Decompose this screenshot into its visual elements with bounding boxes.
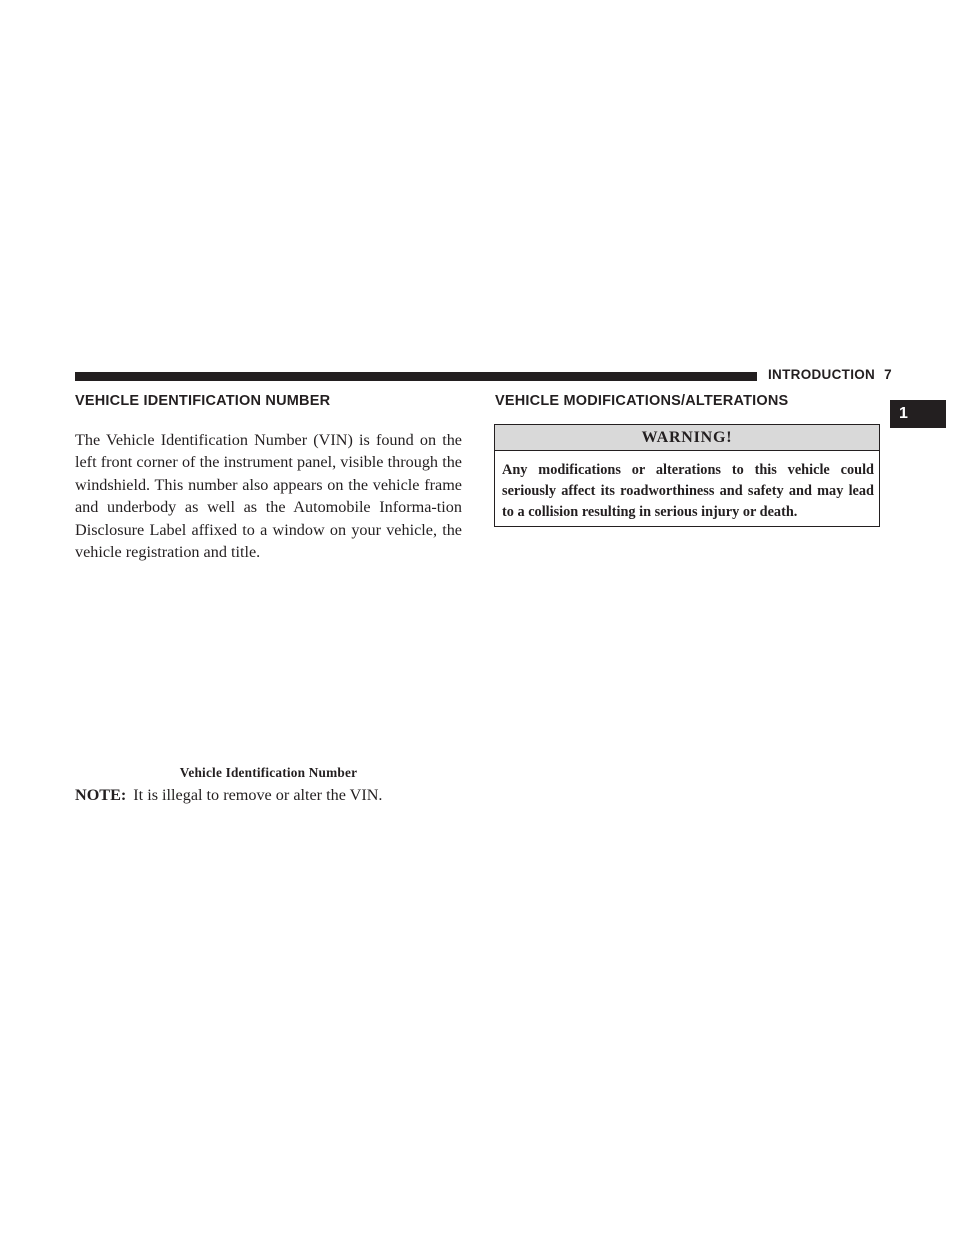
note-text: It is illegal to remove or alter the VIN. <box>133 786 383 804</box>
note-label: NOTE: <box>75 786 127 804</box>
vin-note <box>75 786 382 805</box>
modifications-heading: VEHICLE MODIFICATIONS/ALTERATIONS <box>495 393 789 409</box>
figure-caption: Vehicle Identification Number <box>179 765 358 780</box>
warning-text: Any modifications or alterations to this vehicle could seriously affect its roadworthiness and safety and may lead to a collision resulting in serious injury or death. <box>502 462 874 520</box>
warning-box <box>494 424 880 527</box>
page-number: 7 <box>884 367 892 382</box>
chapter-tab: 1 <box>890 400 946 428</box>
vin-figure <box>75 545 462 755</box>
warning-title: WARNING! <box>495 425 879 451</box>
running-header <box>768 367 892 382</box>
section-title: INTRODUCTION <box>768 367 876 382</box>
vin-paragraph: The Vehicle Identification Number (VIN) is found on the left front corner of the instrument panel, visible through the windshield. This number also appears on the vehicle frame and underbody as well as the Automobile Informa-tion Disclosure Label affixed to a window on your vehicle, the vehicle registration and title. <box>75 431 462 562</box>
header-rule <box>75 372 757 381</box>
vin-heading: VEHICLE IDENTIFICATION NUMBER <box>75 393 331 409</box>
